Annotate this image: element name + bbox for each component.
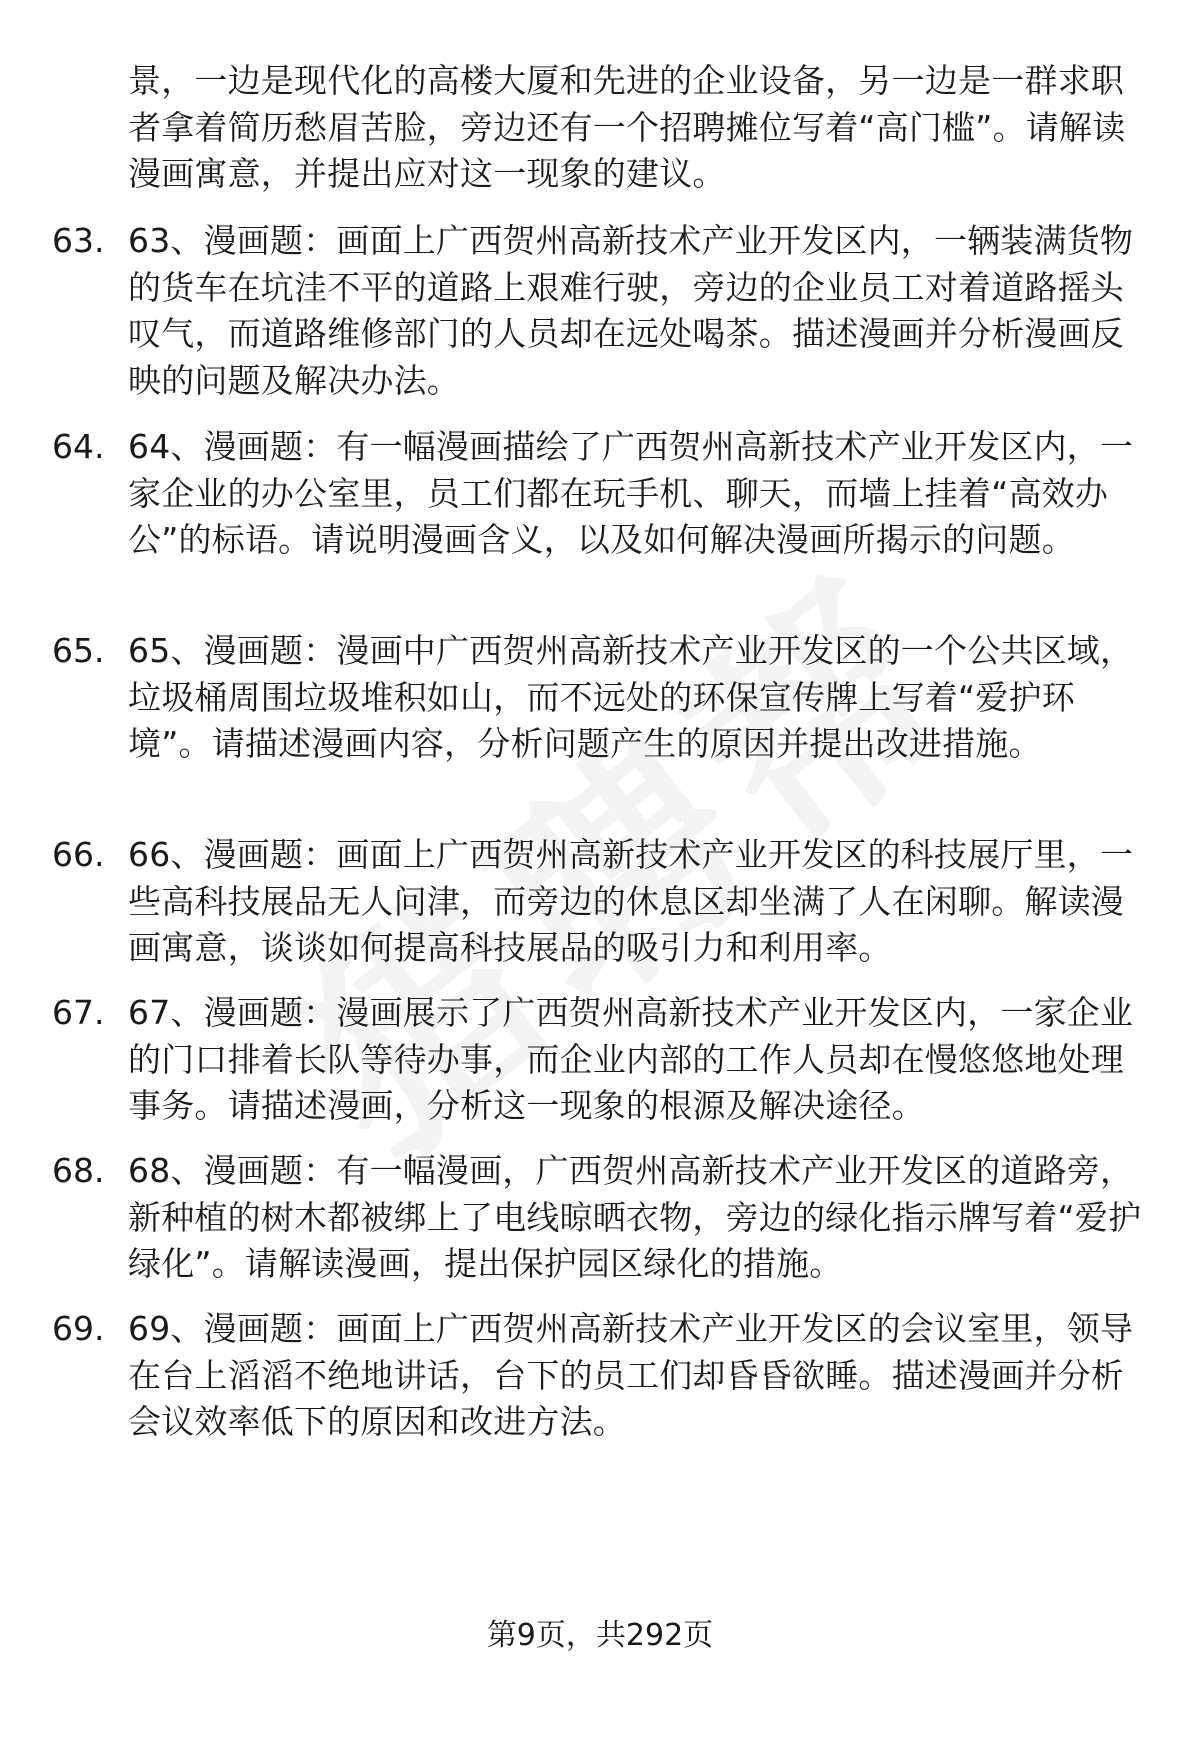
item-text: 63、漫画题：画面上广西贺州高新技术产业开发区内，一辆装满货物的货车在坑洼不平的道路上艰难行驶，旁边的企业员工对着道路摇头叹气，而道路维修部门的人员却在远处喝茶。描述漫画并分析漫画反映的问题及解决办法。 [128, 221, 1134, 400]
item-text: 66、漫画题：画面上广西贺州高新技术产业开发区的科技展厅里，一些高科技展品无人问津，而旁边的休息区却坐满了人在闲聊。解读漫画寓意，谈谈如何提高科技展品的吸引力和利用率。 [128, 835, 1134, 967]
item-number: 66. [52, 835, 105, 874]
item-text: 67、漫画题：漫画展示了广西贺州高新技术产业开发区内，一家企业的门口排着长队等待办事，而企业内部的工作人员却在慢悠悠地处理事务。请描述漫画，分析这一现象的根源及解决途径。 [128, 993, 1134, 1125]
item-number: 65. [52, 631, 105, 670]
item-text: 69、漫画题：画面上广西贺州高新技术产业开发区的会议室里，领导在台上滔滔不绝地讲话，台下的员工们却昏昏欲睡。描述漫画并分析会议效率低下的原因和改进方法。 [128, 1309, 1134, 1441]
page-footer: 第9页，共292页 [486, 1618, 714, 1653]
item-text: 64、漫画题：有一幅漫画描绘了广西贺州高新技术产业开发区内，一家企业的办公室里，员工们都在玩手机、聊天，而墙上挂着“高效办公”的标语。请说明漫画含义，以及如何解决漫画所揭示的问题。 [128, 427, 1134, 559]
item-text: 68、漫画题：有一幅漫画，广西贺州高新技术产业开发区的道路旁，新种植的树木都被绑上了电线晾晒衣物，旁边的绿化指示牌写着“爱护绿化”。请解读漫画，提出保护园区绿化的措施。 [128, 1151, 1142, 1283]
continuation-paragraph: 景，一边是现代化的高楼大厦和先进的企业设备，另一边是一群求职者拿着简历愁眉苦脸，旁边还有一个招聘摊位写着“高门槛”。请解读漫画寓意，并提出应对这一现象的建议。 [128, 61, 1126, 193]
item-number: 67. [52, 993, 105, 1032]
item-number: 68. [52, 1151, 105, 1190]
item-number: 63. [52, 221, 105, 260]
item-text: 65、漫画题：漫画中广西贺州高新技术产业开发区的一个公共区域，垃圾桶周围垃圾堆积如山，而不远处的环保宣传牌上写着“爱护环境”。请描述漫画内容，分析问题产生的原因并提出改进措施。 [128, 631, 1134, 763]
item-number: 64. [52, 427, 105, 466]
item-number: 69. [52, 1309, 105, 1348]
